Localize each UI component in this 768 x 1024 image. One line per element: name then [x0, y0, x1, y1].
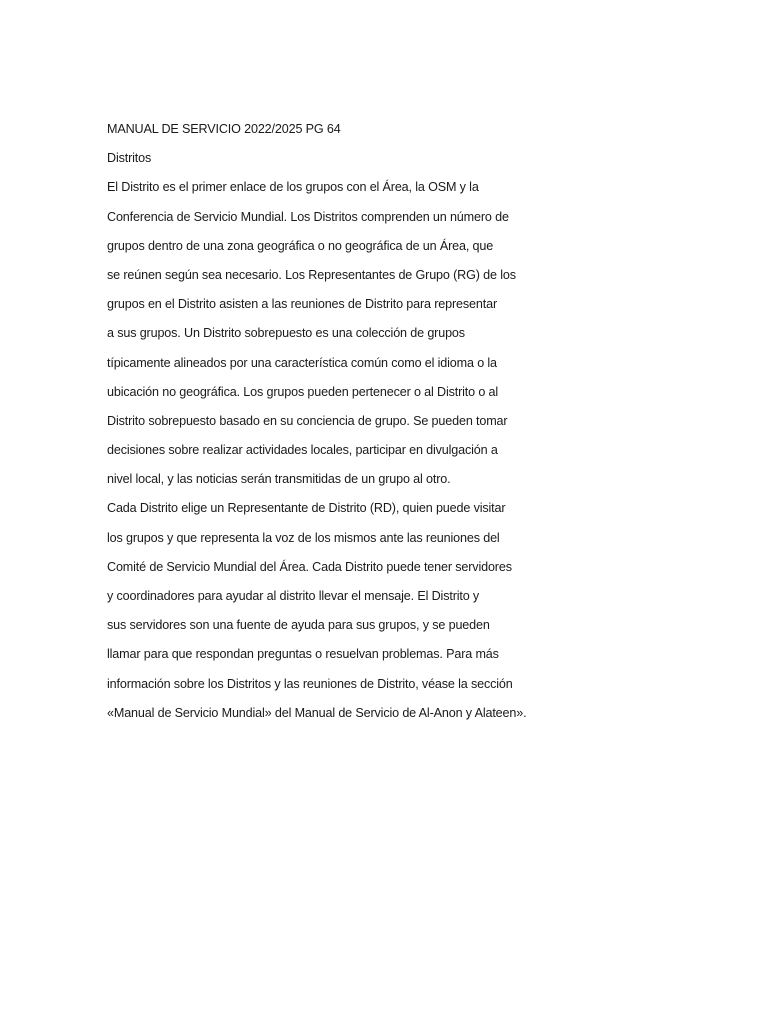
- section-heading: Distritos: [107, 151, 152, 166]
- body-line: Distrito sobrepuesto basado en su conciencia de grupo. Se pueden tomar: [107, 413, 508, 428]
- body-line: llamar para que respondan preguntas o resuelvan problemas. Para más: [107, 647, 499, 662]
- body-line: decisiones sobre realizar actividades locales, participar en divulgación a: [107, 443, 498, 458]
- body-line: típicamente alineados por una característica común como el idioma o la: [107, 355, 497, 370]
- body-line: Conferencia de Servicio Mundial. Los Distritos comprenden un número de: [107, 209, 509, 224]
- body-line: «Manual de Servicio Mundial» del Manual de Servicio de Al-Anon y Alateen».: [107, 705, 527, 720]
- body-line: El Distrito es el primer enlace de los grupos con el Área, la OSM y la: [107, 180, 479, 195]
- body-line: se reúnen según sea necesario. Los Representantes de Grupo (RG) de los: [107, 267, 516, 282]
- body-line: ubicación no geográfica. Los grupos pueden pertenecer o al Distrito o al: [107, 384, 499, 399]
- body-line: Comité de Servicio Mundial del Área. Cada Distrito puede tener servidores: [107, 559, 512, 574]
- body-line: y coordinadores para ayudar al distrito llevar el mensaje. El Distrito y: [107, 589, 480, 603]
- body-line: sus servidores son una fuente de ayuda para sus grupos, y se pueden: [107, 618, 490, 633]
- body-line: información sobre los Distritos y las reuniones de Distrito, véase la sección: [107, 676, 513, 691]
- body-line: grupos dentro de una zona geográfica o no geográfica de un Área, que: [107, 238, 494, 253]
- body-line: los grupos y que representa la voz de los mismos ante las reuniones del: [107, 530, 500, 545]
- document-header: MANUAL DE SERVICIO 2022/2025 PG 64: [107, 122, 341, 136]
- body-line: a sus grupos. Un Distrito sobrepuesto es una colección de grupos: [107, 326, 465, 341]
- body-line: nivel local, y las noticias serán transmitidas de un grupo al otro.: [107, 472, 451, 487]
- body-line: Cada Distrito elige un Representante de Distrito (RD), quien puede visitar: [107, 501, 506, 516]
- document-text: [107, 115, 567, 728]
- body-line: grupos en el Distrito asisten a las reuniones de Distrito para representar: [107, 297, 498, 312]
